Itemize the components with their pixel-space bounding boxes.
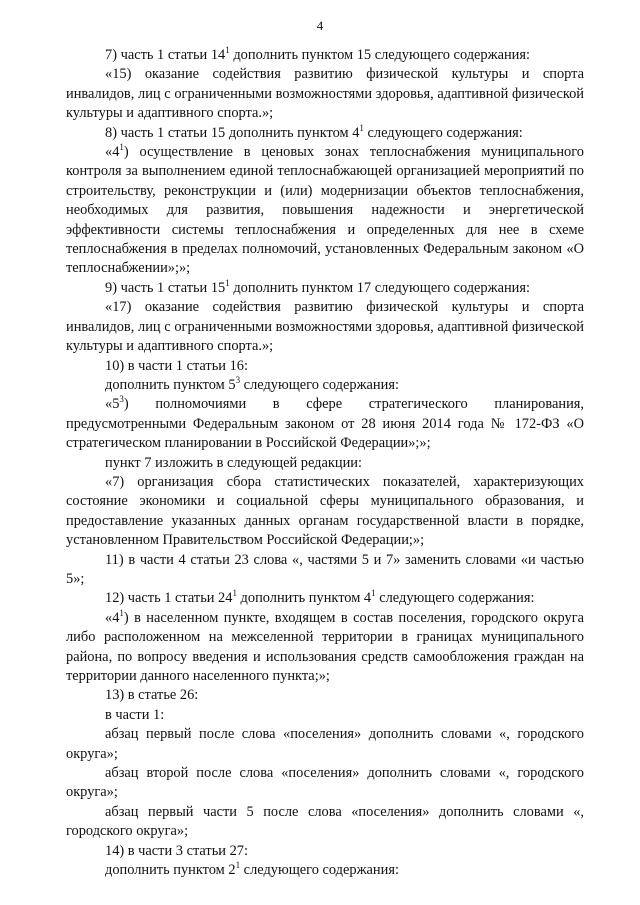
paragraph-item-9: 9) часть 1 статьи $15^1$ дополнить пунктом 17 следующего содержания: <box>105 278 530 296</box>
page-number: 4 <box>316 18 324 33</box>
paragraph-in-part-1: в части 1: <box>105 706 165 723</box>
paragraph-item-17-text: «17) оказание содействия развитию физической культуры и спорта инвалидов, лиц с ограниченными возможностями здоровья, адаптивной физической культуры и адаптивного спорта.»; <box>66 299 584 355</box>
paragraph-item-15-text: «15) оказание содействия развитию физической культуры и спорта инвалидов, лиц с ограниченными возможностями здоровья, адаптивной физической культуры и адаптивного спорта.»; <box>66 66 584 122</box>
paragraph-add-item-2-1: дополнить пунктом $2^1$ следующего содержания: <box>105 860 399 879</box>
paragraph-item-5-3-text: «$5^3$) полномочиями в сфере стратегического планирования, предусмотренными Федеральным законом от 28 июня 2014 года № 172-ФЗ «О стратегическом планировании в Российской Федерации»;»; <box>66 394 584 452</box>
paragraph-item-13: 13) в статье 26: <box>105 687 199 704</box>
paragraph-item-7-edit: пункт 7 изложить в следующей редакции: <box>105 454 362 471</box>
paragraph-first-abzac: абзац первый после слова «поселения» дополнить словами «, городского округа»; <box>66 726 584 762</box>
paragraph-item-12: 12) часть 1 статьи $24^1$ дополнить пунктом $4^1$ следующего содержания: <box>105 588 535 607</box>
paragraph-item-8: 8) часть 1 статьи 15 дополнить пунктом $4^1$ следующего содержания: <box>105 122 523 141</box>
paragraph-part-5-abzac: абзац первый части 5 после слова «поселения» дополнить словами «, городского округа»; <box>66 803 584 840</box>
paragraph-item-7-text: «7) организация сбора статистических показателей, характеризующих состояние экономики и социальной сферы муниципального образования, и предоставление указанных данных органам государственной власти в порядке, установленном Правительством Российской Федерации;»; <box>66 473 584 549</box>
paragraph-item-4-1-text: «$4^1$) осуществление в ценовых зонах теплоснабжения муниципального контроля за выполнением единой теплоснабжающей организацией мероприятий по строительству, реконструкции и (или) модернизации объектов теплоснабжения, необходимых для развития, повышения надежности и энергетической эффективности системы теплоснабжения и определенных для нее в схеме теплоснабжения в пределах полномочий, установленных Федеральным законом «О теплоснабжении»;»; <box>66 142 584 277</box>
paragraph-item-4-1-settlement-text: «$4^1$) в населенном пункте, входящем в состав поселения, городского округа либо расположенном на межселенной территории в границах муниципального района, по вопросу введения и использования средств самообложения граждан на территории данного населенного пункта;»; <box>66 607 584 684</box>
document-body <box>66 46 584 880</box>
paragraph-item-14: 14) в части 3 статьи 27: <box>105 842 248 859</box>
paragraph-add-item-5-3: дополнить пунктом $5^3$ следующего содержания: <box>105 375 399 393</box>
paragraph-item-11: 11) в части 4 статьи 23 слова «, частями 5 и 7» заменить словами «и частью 5»; <box>66 551 584 587</box>
paragraph-item-7: 7) часть 1 статьи $14^1$ дополнить пунктом 15 следующего содержания: <box>105 45 530 63</box>
paragraph-second-abzac: абзац второй после слова «поселения» дополнить словами «, городского округа»; <box>66 765 584 801</box>
paragraph-item-10: 10) в части 1 статьи 16: <box>105 357 248 374</box>
